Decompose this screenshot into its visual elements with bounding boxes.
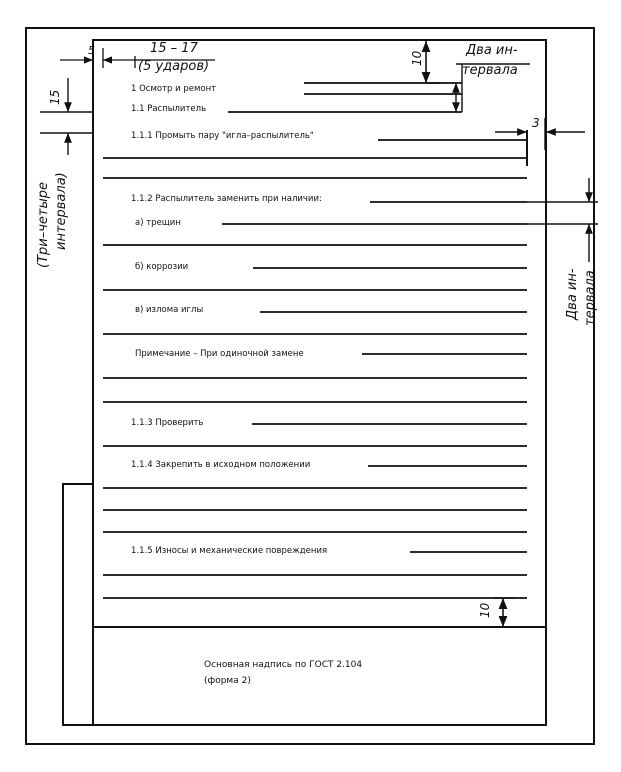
dim-15-17-label: 15 – 17	[150, 41, 198, 56]
dimension-two-intervals-right	[527, 178, 598, 262]
dimension-10-bottom	[494, 598, 515, 627]
note: Примечание – При одиночной замене	[135, 349, 304, 359]
two-intervals-top-line2: тервала	[462, 63, 518, 78]
inner-frame	[93, 40, 546, 725]
item-v: в) излома иглы	[135, 305, 204, 315]
binding-strip	[63, 484, 93, 725]
dim-5-label: 5	[88, 44, 95, 57]
item-1-1-1: 1.1.1 Промыть пару "игла–распылитель"	[131, 131, 314, 141]
section-1-1: 1.1 Распылитель	[131, 104, 207, 114]
fill-lines	[103, 83, 527, 598]
dimension-10-top	[426, 41, 440, 83]
two-intervals-right-line1: Два ин-	[565, 268, 580, 320]
section-1: 1 Осмотр и ремонт	[131, 84, 217, 94]
item-1-1-3: 1.1.3 Проверить	[131, 418, 204, 428]
two-intervals-top-line1: Два ин-	[466, 43, 518, 58]
dim-15-left-label: 15	[48, 89, 62, 105]
dim-10-bottom-label: 10	[478, 602, 492, 618]
title-block-form: (форма 2)	[204, 676, 251, 686]
strikes-label: (5 ударов)	[138, 59, 210, 74]
dim-10-top-label: 10	[410, 50, 424, 66]
item-1-1-5: 1.1.5 Износы и механические повреждения	[131, 546, 328, 556]
item-b: б) коррозии	[135, 262, 189, 272]
two-intervals-right-line2: тервала	[583, 270, 598, 326]
three-four-line1: (Три–четыре	[36, 182, 51, 268]
title-block-caption: Основная надпись по ГОСТ 2.104	[204, 660, 363, 670]
three-four-line2: интервала)	[54, 172, 69, 250]
item-a: а) трещин	[135, 218, 181, 228]
dim-3-label: 3	[532, 116, 540, 130]
item-1-1-4: 1.1.4 Закрепить в исходном положении	[131, 460, 311, 470]
dimension-3-right	[495, 118, 585, 150]
item-1-1-2: 1.1.2 Распылитель заменить при наличии:	[131, 194, 322, 204]
